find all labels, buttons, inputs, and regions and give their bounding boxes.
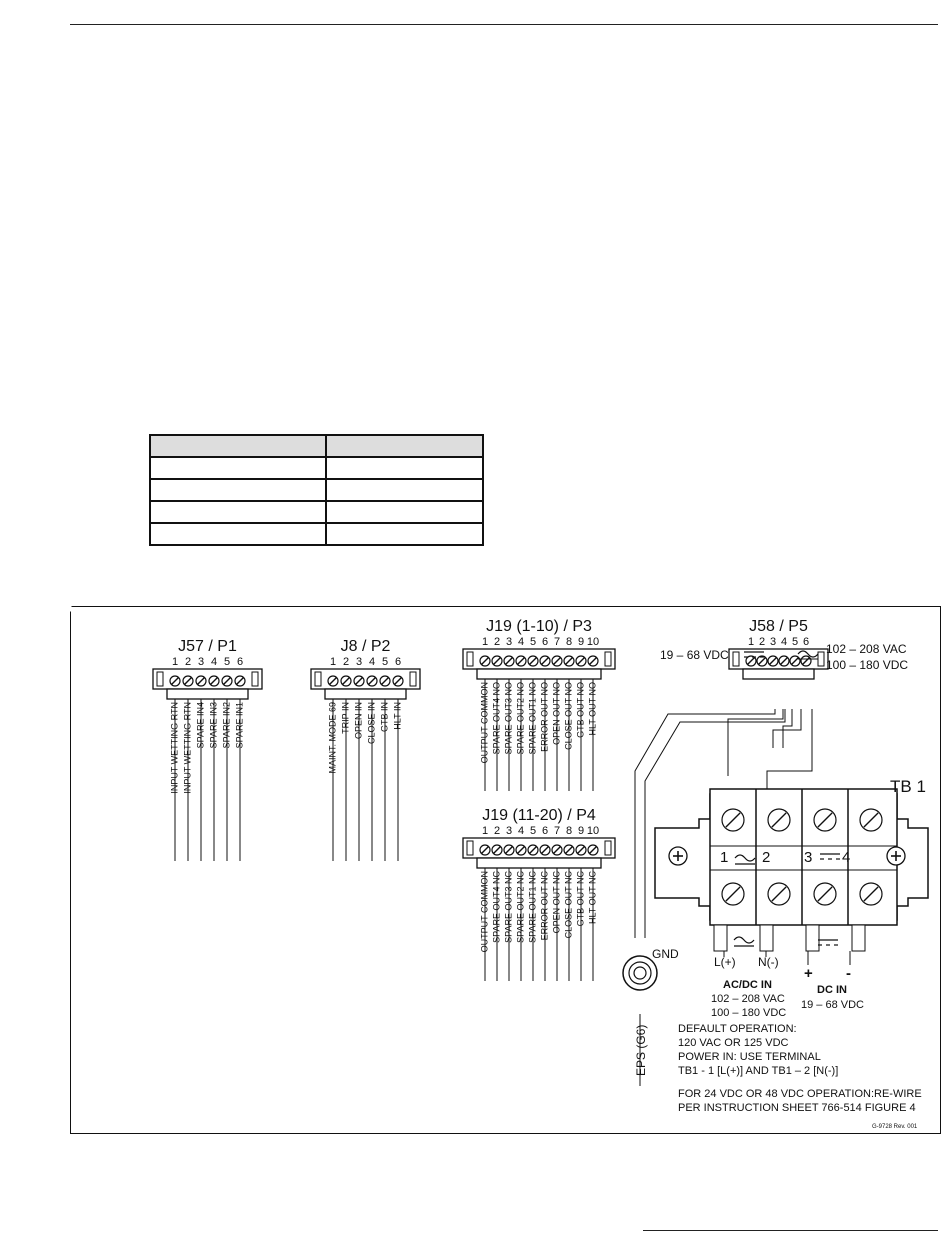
header-rule	[70, 24, 938, 25]
tb1-terminal-block	[655, 789, 928, 951]
pin-number: 5	[529, 825, 537, 837]
pin-number: 2	[184, 656, 192, 668]
pin-number: 7	[553, 636, 561, 648]
pin-number: 5	[791, 636, 799, 648]
pin-number: 2	[493, 636, 501, 648]
wiring-diagram	[70, 606, 941, 1134]
ac-range-label-1: 102 – 208 VAC	[826, 642, 907, 656]
signal-label: ERROR OUT NO	[539, 682, 550, 752]
connector	[729, 618, 828, 679]
footer-rule	[643, 1230, 938, 1231]
signal-label: SPARE IN4	[195, 702, 206, 749]
pin-number: 9	[577, 825, 585, 837]
pin-number: 4	[368, 656, 376, 668]
note-line: DEFAULT OPERATION:	[678, 1023, 797, 1035]
pin-number: 4	[517, 825, 525, 837]
pin-number: 3	[769, 636, 777, 648]
table-cell	[326, 501, 483, 523]
table-cell	[150, 523, 326, 545]
note-line: FOR 24 VDC OR 48 VDC OPERATION:RE-WIRE	[678, 1088, 922, 1100]
connector-title: J58 / P5	[749, 618, 808, 635]
signal-label: SPARE OUT3 NC	[503, 871, 514, 943]
pin-number: 5	[223, 656, 231, 668]
pin-number: 6	[236, 656, 244, 668]
pin-number: 7	[553, 825, 561, 837]
table-cell	[326, 523, 483, 545]
pin-number: 3	[505, 825, 513, 837]
dc-minus-label: -	[846, 965, 851, 982]
pin-number: 4	[517, 636, 525, 648]
pin-number: 6	[802, 636, 810, 648]
eps-label: EPS (G6)	[634, 1024, 648, 1076]
signal-label: ERROR OUT NC	[539, 871, 550, 941]
table-cell	[150, 501, 326, 523]
pin-number: 6	[541, 825, 549, 837]
acdc-in-range-2: 100 – 180 VDC	[711, 1007, 787, 1019]
ac-range-label-2: 100 – 180 VDC	[826, 658, 909, 672]
signal-label: OUTPUT COMMON	[479, 682, 490, 764]
signal-label: CLOSE OUT NC	[563, 871, 574, 939]
note-line: 120 VAC OR 125 VDC	[678, 1037, 789, 1049]
pin-number: 2	[493, 825, 501, 837]
signal-label: GTB OUT NO	[575, 682, 586, 738]
table-header-cell	[150, 435, 326, 457]
signal-label: SPARE OUT1 NO	[527, 682, 538, 755]
ac-input-symbol-icon	[734, 937, 754, 946]
tb1-pin-4: 4	[842, 849, 851, 866]
pin-number: 1	[747, 636, 755, 648]
signal-label: TRIP IN	[340, 702, 351, 734]
connector	[70, 606, 420, 861]
drawing-number: G-9728 Rev. 001	[872, 1124, 918, 1130]
tb1-pin-1: 1	[720, 849, 729, 866]
signal-label: CLOSE OUT NO	[563, 682, 574, 750]
tb1-title: TB 1	[890, 777, 926, 796]
eps-ground-stud-icon	[623, 956, 657, 990]
n-minus-label: N(-)	[758, 955, 779, 969]
signal-label: HLT IN	[392, 702, 403, 730]
signal-label: SPARE OUT2 NO	[515, 682, 526, 755]
signal-label: GTB OUT NC	[575, 871, 586, 927]
signal-label: OPEN OUT NC	[551, 871, 562, 934]
pin-number: 3	[197, 656, 205, 668]
pin-number: 1	[329, 656, 337, 668]
connector-title: J8 / P2	[340, 638, 391, 655]
connector-body	[153, 669, 262, 689]
pin-number: 10	[586, 636, 600, 648]
signal-label: HLT OUT NO	[587, 682, 598, 736]
pin-number: 1	[171, 656, 179, 668]
pin-number: 3	[355, 656, 363, 668]
tb1-pin-3: 3	[804, 849, 813, 866]
table-cell	[150, 479, 326, 501]
pin-number: 4	[780, 636, 788, 648]
table-cell	[150, 457, 326, 479]
note-line: TB1 - 1 [L(+)] AND TB1 – 2 [N(-)]	[678, 1065, 839, 1077]
pin-number: 3	[505, 636, 513, 648]
connector-title: J19 (11-20) / P4	[482, 807, 596, 824]
empty-table	[149, 434, 484, 546]
pin-number: 5	[381, 656, 389, 668]
pin-number: 2	[758, 636, 766, 648]
table-header-cell	[326, 435, 483, 457]
connector-title: J19 (1-10) / P3	[486, 618, 592, 635]
l-plus-label: L(+)	[714, 955, 736, 969]
note-line: POWER IN: USE TERMINAL	[678, 1051, 821, 1063]
pin-number: 5	[529, 636, 537, 648]
signal-label: INPUT WETTING RTN	[182, 702, 193, 794]
signal-label: SPARE OUT4 NC	[491, 871, 502, 943]
acdc-in-range-1: 102 – 208 VAC	[711, 993, 785, 1005]
dc-in-range: 19 – 68 VDC	[801, 999, 864, 1011]
pin-number: 8	[565, 636, 573, 648]
signal-label: INPUT WETTING RTN	[169, 702, 180, 794]
signal-label: CLOSE IN	[366, 702, 377, 745]
signal-label: SPARE OUT2 NC	[515, 871, 526, 943]
pin-number: 6	[394, 656, 402, 668]
dc-plus-label: +	[804, 965, 813, 982]
pin-number: 6	[541, 636, 549, 648]
connector	[70, 606, 262, 861]
signal-label: SPARE IN1	[234, 702, 245, 749]
gnd-label: GND	[652, 947, 679, 961]
signal-label: OUTPUT COMMON	[479, 871, 490, 953]
signal-label: SPARE IN2	[221, 702, 232, 749]
signal-label: SPARE OUT3 NO	[503, 682, 514, 755]
notes-block	[678, 1023, 922, 1114]
dc-range-label: 19 – 68 VDC	[660, 648, 729, 662]
signal-label: SPARE OUT4 NO	[491, 682, 502, 755]
pin-number: 1	[481, 825, 489, 837]
dc-input-symbol-icon	[818, 940, 838, 945]
note-line: PER INSTRUCTION SHEET 766-514 FIGURE 4	[678, 1102, 916, 1114]
table-cell	[326, 457, 483, 479]
signal-label: OPEN IN	[353, 702, 364, 740]
dc-in-title: DC IN	[817, 984, 847, 996]
signal-label: SPARE OUT1 NC	[527, 871, 538, 943]
pin-number: 2	[342, 656, 350, 668]
table-cell	[326, 479, 483, 501]
signal-label: SPARE IN3	[208, 702, 219, 749]
acdc-in-title: AC/DC IN	[723, 979, 772, 991]
connector-title: J57 / P1	[178, 638, 237, 655]
pin-number: 9	[577, 636, 585, 648]
signal-label: GTB IN	[379, 702, 390, 733]
tb1-pin-2: 2	[762, 849, 771, 866]
signal-label: OPEN OUT NO	[551, 682, 562, 745]
connector-body	[311, 669, 420, 689]
pin-number: 10	[586, 825, 600, 837]
pin-number: 1	[481, 636, 489, 648]
signal-label: MAINT. MODE 69	[327, 702, 338, 774]
pin-number: 4	[210, 656, 218, 668]
signal-label: HLT OUT NC	[587, 871, 598, 925]
pin-number: 8	[565, 825, 573, 837]
